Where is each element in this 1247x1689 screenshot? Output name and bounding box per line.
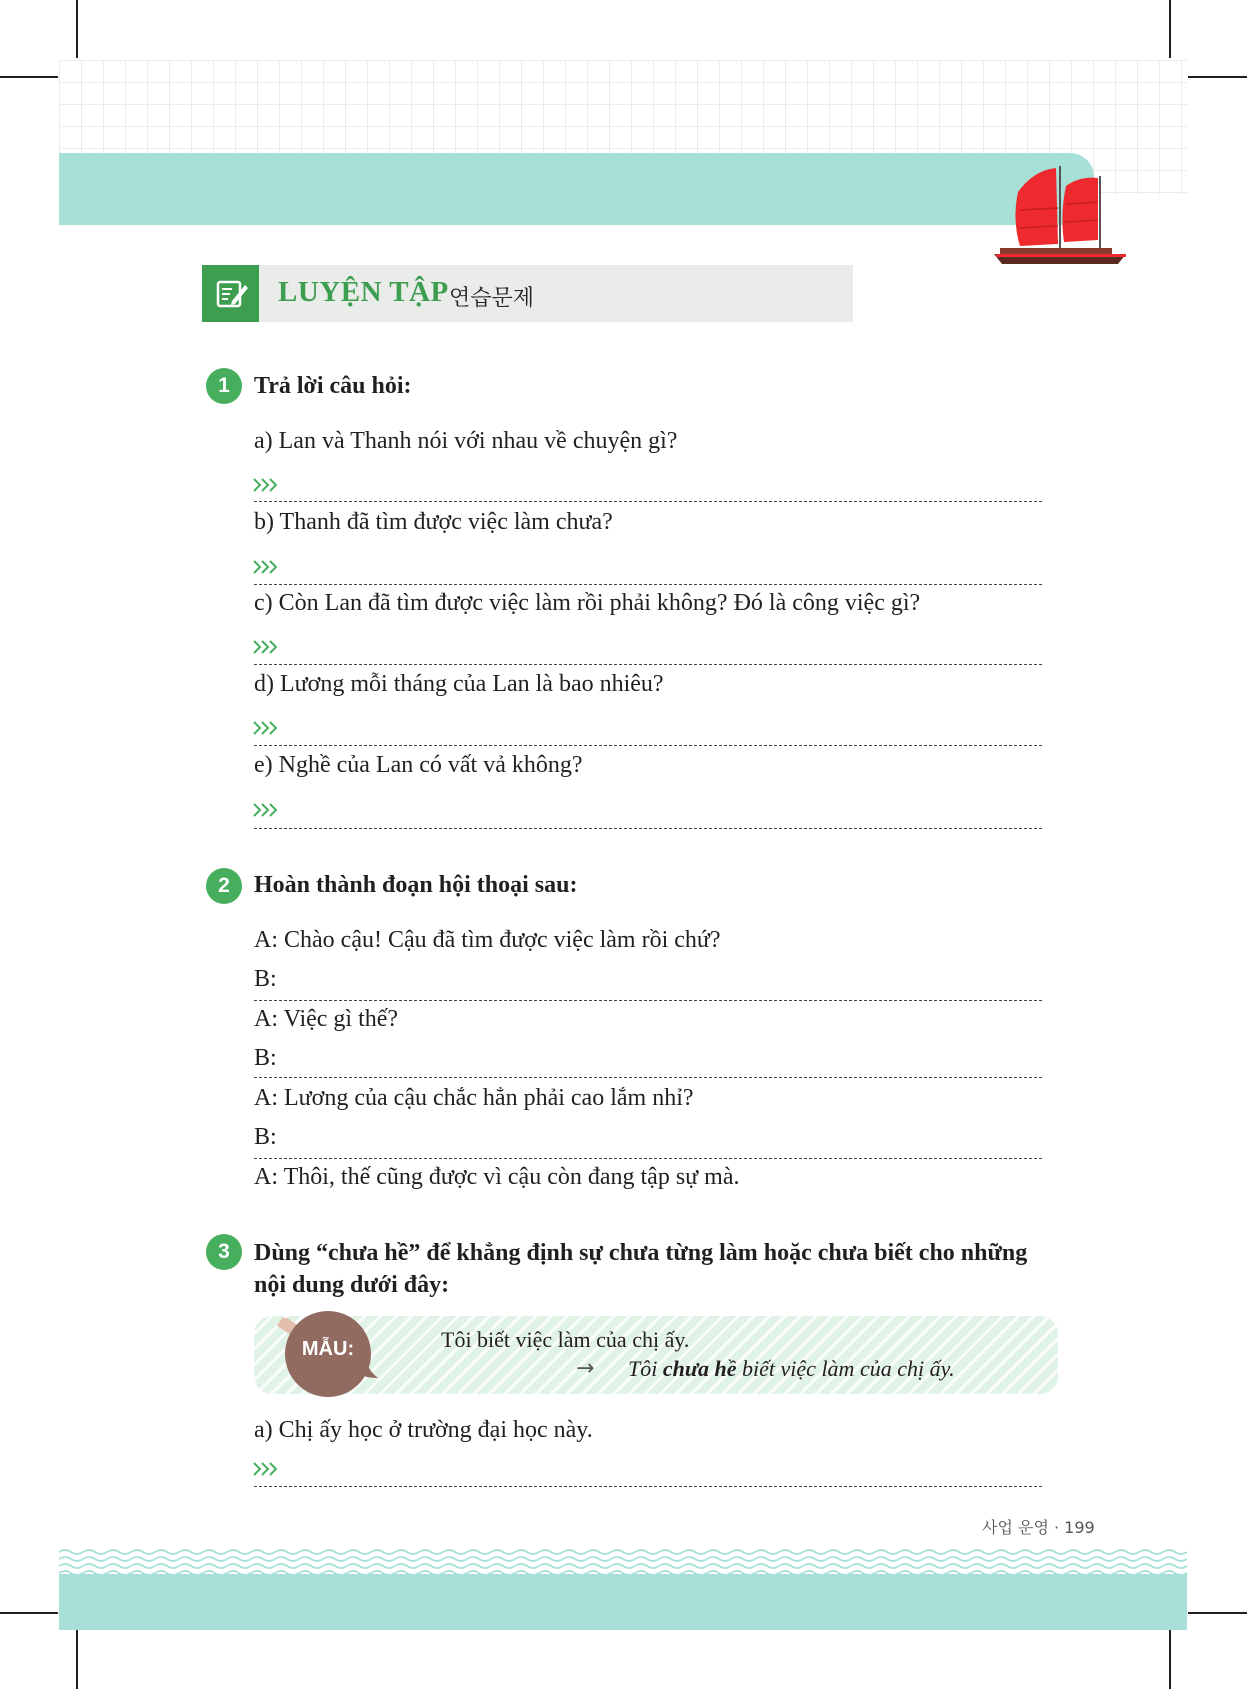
crop-mark [0, 1612, 58, 1614]
answer-line[interactable] [254, 1158, 1042, 1159]
answer-arrow-icon [253, 1462, 277, 1476]
exercise-number: 2 [206, 868, 242, 904]
answer-line[interactable] [254, 1486, 1042, 1487]
answer-arrow-icon [253, 640, 277, 654]
answer-arrow-icon [253, 803, 277, 817]
question-text: d) Lương mỗi tháng của Lan là bao nhiêu? [254, 671, 664, 697]
example-answer-suffix: biết việc làm của chị ấy. [736, 1356, 955, 1381]
top-band [59, 153, 1094, 225]
answer-line[interactable] [254, 501, 1042, 502]
exercise-number: 3 [206, 1234, 242, 1270]
answer-line[interactable] [254, 1077, 1042, 1078]
crop-mark [1188, 1612, 1247, 1614]
wave-border [59, 1548, 1187, 1576]
dialogue-line: A: Lương của cậu chắc hẳn phải cao lắm nhỉ? [254, 1085, 694, 1111]
example-answer-prefix: Tôi [628, 1356, 663, 1381]
answer-arrow-icon [253, 478, 277, 492]
dialogue-line: B: [254, 966, 277, 992]
dialogue-line: A: Chào cậu! Cậu đã tìm được việc làm rồi chứ? [254, 927, 721, 953]
page-number: 사업 운영 · 199 [982, 1518, 1095, 1537]
answer-arrow-icon [253, 721, 277, 735]
crop-mark [1169, 1630, 1171, 1689]
question-text: e) Nghề của Lan có vất vả không? [254, 752, 583, 778]
exercise-title: Dùng “chưa hề” để khẳng định sự chưa từng làm hoặc chưa biết cho những [254, 1240, 1028, 1266]
section-title: LUYỆN TẬP [278, 276, 449, 308]
junk-boat-icon [990, 160, 1130, 270]
question-text: a) Lan và Thanh nói với nhau về chuyện gì? [254, 428, 678, 454]
answer-line[interactable] [254, 828, 1042, 829]
dialogue-line: A: Việc gì thế? [254, 1006, 399, 1032]
example-label: MẪU: [301, 1338, 355, 1360]
answer-line[interactable] [254, 664, 1042, 665]
exercise-title: nội dung dưới đây: [254, 1272, 450, 1298]
arrow-icon: → [576, 1356, 595, 1381]
crop-mark [76, 0, 78, 58]
example-answer [628, 1356, 955, 1382]
exercise-number: 1 [206, 368, 242, 404]
exercise-title: Trả lời câu hỏi: [254, 373, 412, 399]
question-text: a) Chị ấy học ở trường đại học này. [254, 1417, 593, 1443]
dialogue-line: B: [254, 1124, 277, 1150]
crop-mark [1188, 76, 1247, 78]
answer-arrow-icon [253, 560, 277, 574]
crop-mark [1169, 0, 1171, 58]
dialogue-line: B: [254, 1045, 277, 1071]
question-text: b) Thanh đã tìm được việc làm chưa? [254, 509, 613, 535]
crop-mark [76, 1630, 78, 1689]
dialogue-line: A: Thôi, thế cũng được vì cậu còn đang tập sự mà. [254, 1164, 740, 1190]
question-text: c) Còn Lan đã tìm được việc làm rồi phải không? Đó là công việc gì? [254, 590, 921, 616]
answer-line[interactable] [254, 584, 1042, 585]
crop-mark [0, 76, 58, 78]
answer-line[interactable] [254, 1000, 1042, 1001]
section-subtitle-ko: 연습문제 [449, 286, 535, 311]
exercise-title: Hoàn thành đoạn hội thoại sau: [254, 872, 578, 898]
example-answer-bold: chưa hề [662, 1356, 737, 1381]
pencil-notebook-icon [202, 265, 259, 322]
answer-line[interactable] [254, 745, 1042, 746]
bottom-band [59, 1574, 1187, 1630]
example-sentence: Tôi biết việc làm của chị ấy. [441, 1327, 690, 1352]
